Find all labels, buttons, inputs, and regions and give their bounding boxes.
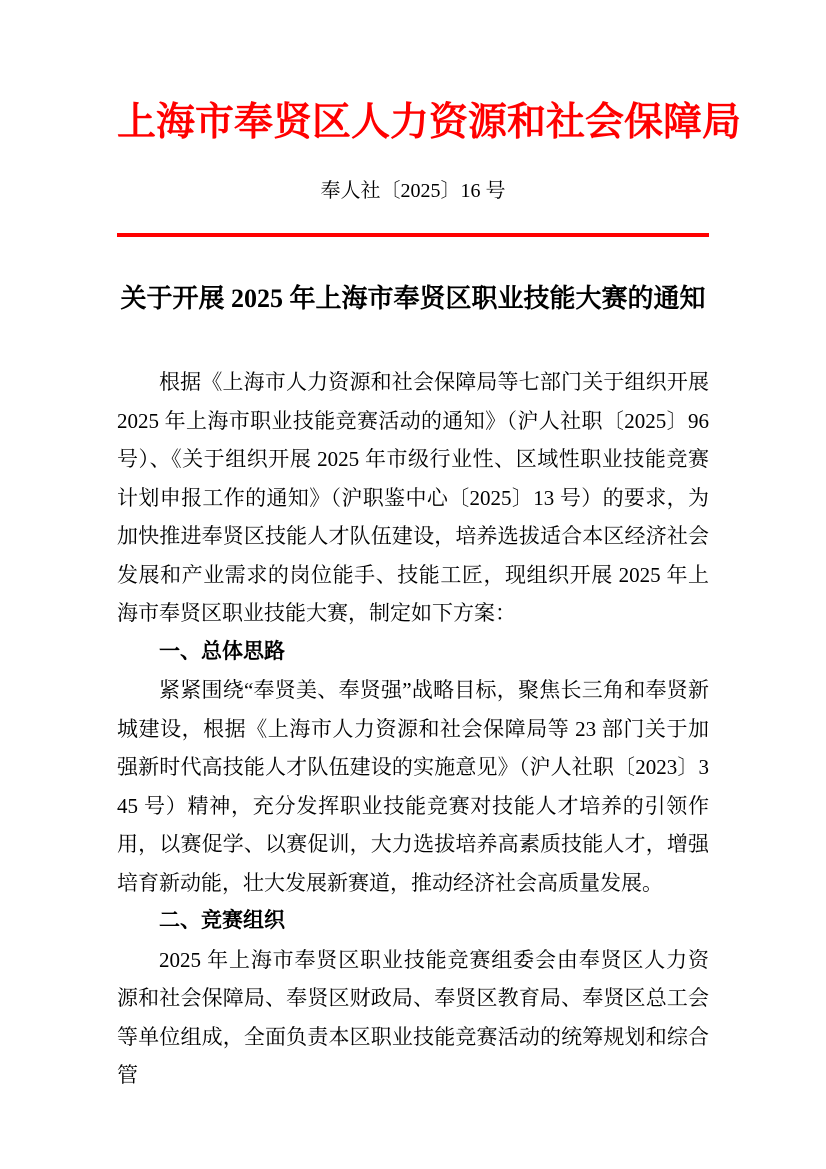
document-number: 奉人社〔2025〕16 号 [320,180,506,202]
agency-title: 上海市奉贤区人力资源和社会保障局 [117,101,742,144]
section-heading: 一、总体思路 [159,639,285,663]
red-divider-line [117,233,709,237]
document-title: 关于开展 2025 年上海市奉贤区职业技能大赛的通知 [120,284,706,313]
document-body [117,363,709,1095]
body-paragraph: 2025 年上海市奉贤区职业技能竞赛组委会由奉贤区人力资源和社会保障局、奉贤区财政局、奉贤区教育局、奉贤区总工会等单位组成，全面负责本区职业技能竞赛活动的统筹规划和综合管 [117,947,709,1087]
document-content [0,93,826,1169]
body-paragraph: 根据《上海市人力资源和社会保障局等七部门关于组织开展 2025 年上海市职业技能竞赛活动的通知》（沪人社职〔2025〕96 号）、《关于组织开展 2025 年市级行业性、区域性职业技能竞赛计划申报工作的通知》（沪职鉴中心〔2025〕13 号）的要求，为加快推进奉贤区技能人才队伍建设，培养选拔适合本区经济社会发展和产业需求的岗位能手、技能工匠，现组织开展 2025 年上海市奉贤区职业技能大赛，制定如下方案： [117,370,709,625]
body-paragraph: 紧紧围绕“奉贤美、奉贤强”战略目标，聚焦长三角和奉贤新城建设，根据《上海市人力资源和社会保障局等 23 部门关于加强新时代高技能人才队伍建设的实施意见》（沪人社职〔2023〕345 号）精神，充分发挥职业技能竞赛对技能人才培养的引领作用，以赛促学、以赛促训，大力选拔培养高素质技能人才，增强培育新动能，壮大发展新赛道，推动经济社会高质量发展。 [117,678,709,895]
document-main [117,281,709,1095]
document-header [117,93,742,237]
section-heading: 二、竞赛组织 [159,909,285,932]
